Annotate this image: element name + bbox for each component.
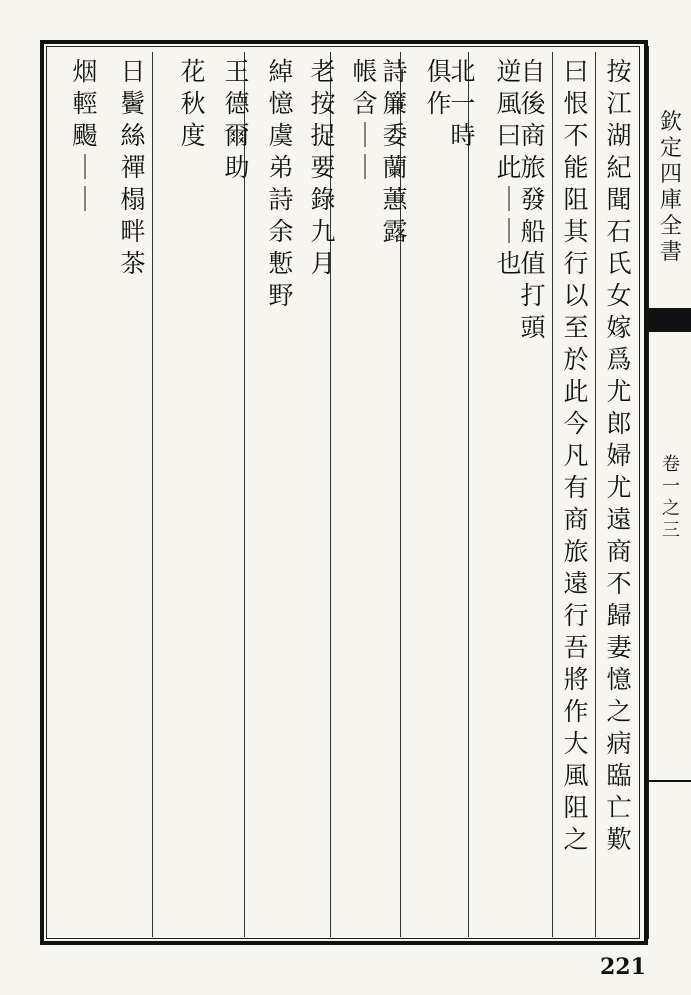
page-margin	[648, 46, 691, 939]
text-column-10: 綽 憶 虞 弟 詩 余 慙 野	[268, 57, 294, 310]
fishtail-mark	[648, 308, 691, 332]
volume-label: 卷一之三	[662, 454, 680, 541]
text-column-13: 日 鬢 絲 禪 榻 畔 茶	[120, 57, 146, 278]
text-column-8: 帳 含 ｜ ｜	[352, 57, 378, 182]
text-column-2: 曰 恨 不 能 阻 其 行 以 至 於 此 今 凡 有 商 旅 遠 行 吾 將 作 大 風 阻 之	[563, 57, 589, 854]
text-column-3: 自 後 商 旅 發 船 值 打 頭	[520, 57, 546, 342]
text-column-6: 俱 作	[426, 57, 452, 118]
book-name: 欽定四庫全書	[659, 110, 682, 265]
margin-rule	[648, 780, 691, 782]
text-column-1: 按 江 湖 紀 聞 石 氏 女 嫁 爲 尤 郎 婦 尤 遠 商 不 歸 妻 憶 之 病 臨 亡 歎	[606, 57, 632, 854]
text-column-7: 詩 簾 委 蘭 蕙 露	[382, 57, 408, 246]
text-column-12: 花 秋 度	[180, 57, 206, 150]
text-column-14: 烟 輕 颺 ｜ ｜	[72, 57, 98, 214]
text-column-4: 逆 風 曰 此 ｜ ｜ 也	[496, 57, 522, 278]
text-column-9: 老 按 捉 要 錄 九 月	[310, 57, 336, 278]
page-number: 221	[600, 954, 646, 980]
text-column-11: 王 德 爾 助	[224, 57, 250, 182]
text-column-5: 北 一 時	[450, 57, 476, 150]
